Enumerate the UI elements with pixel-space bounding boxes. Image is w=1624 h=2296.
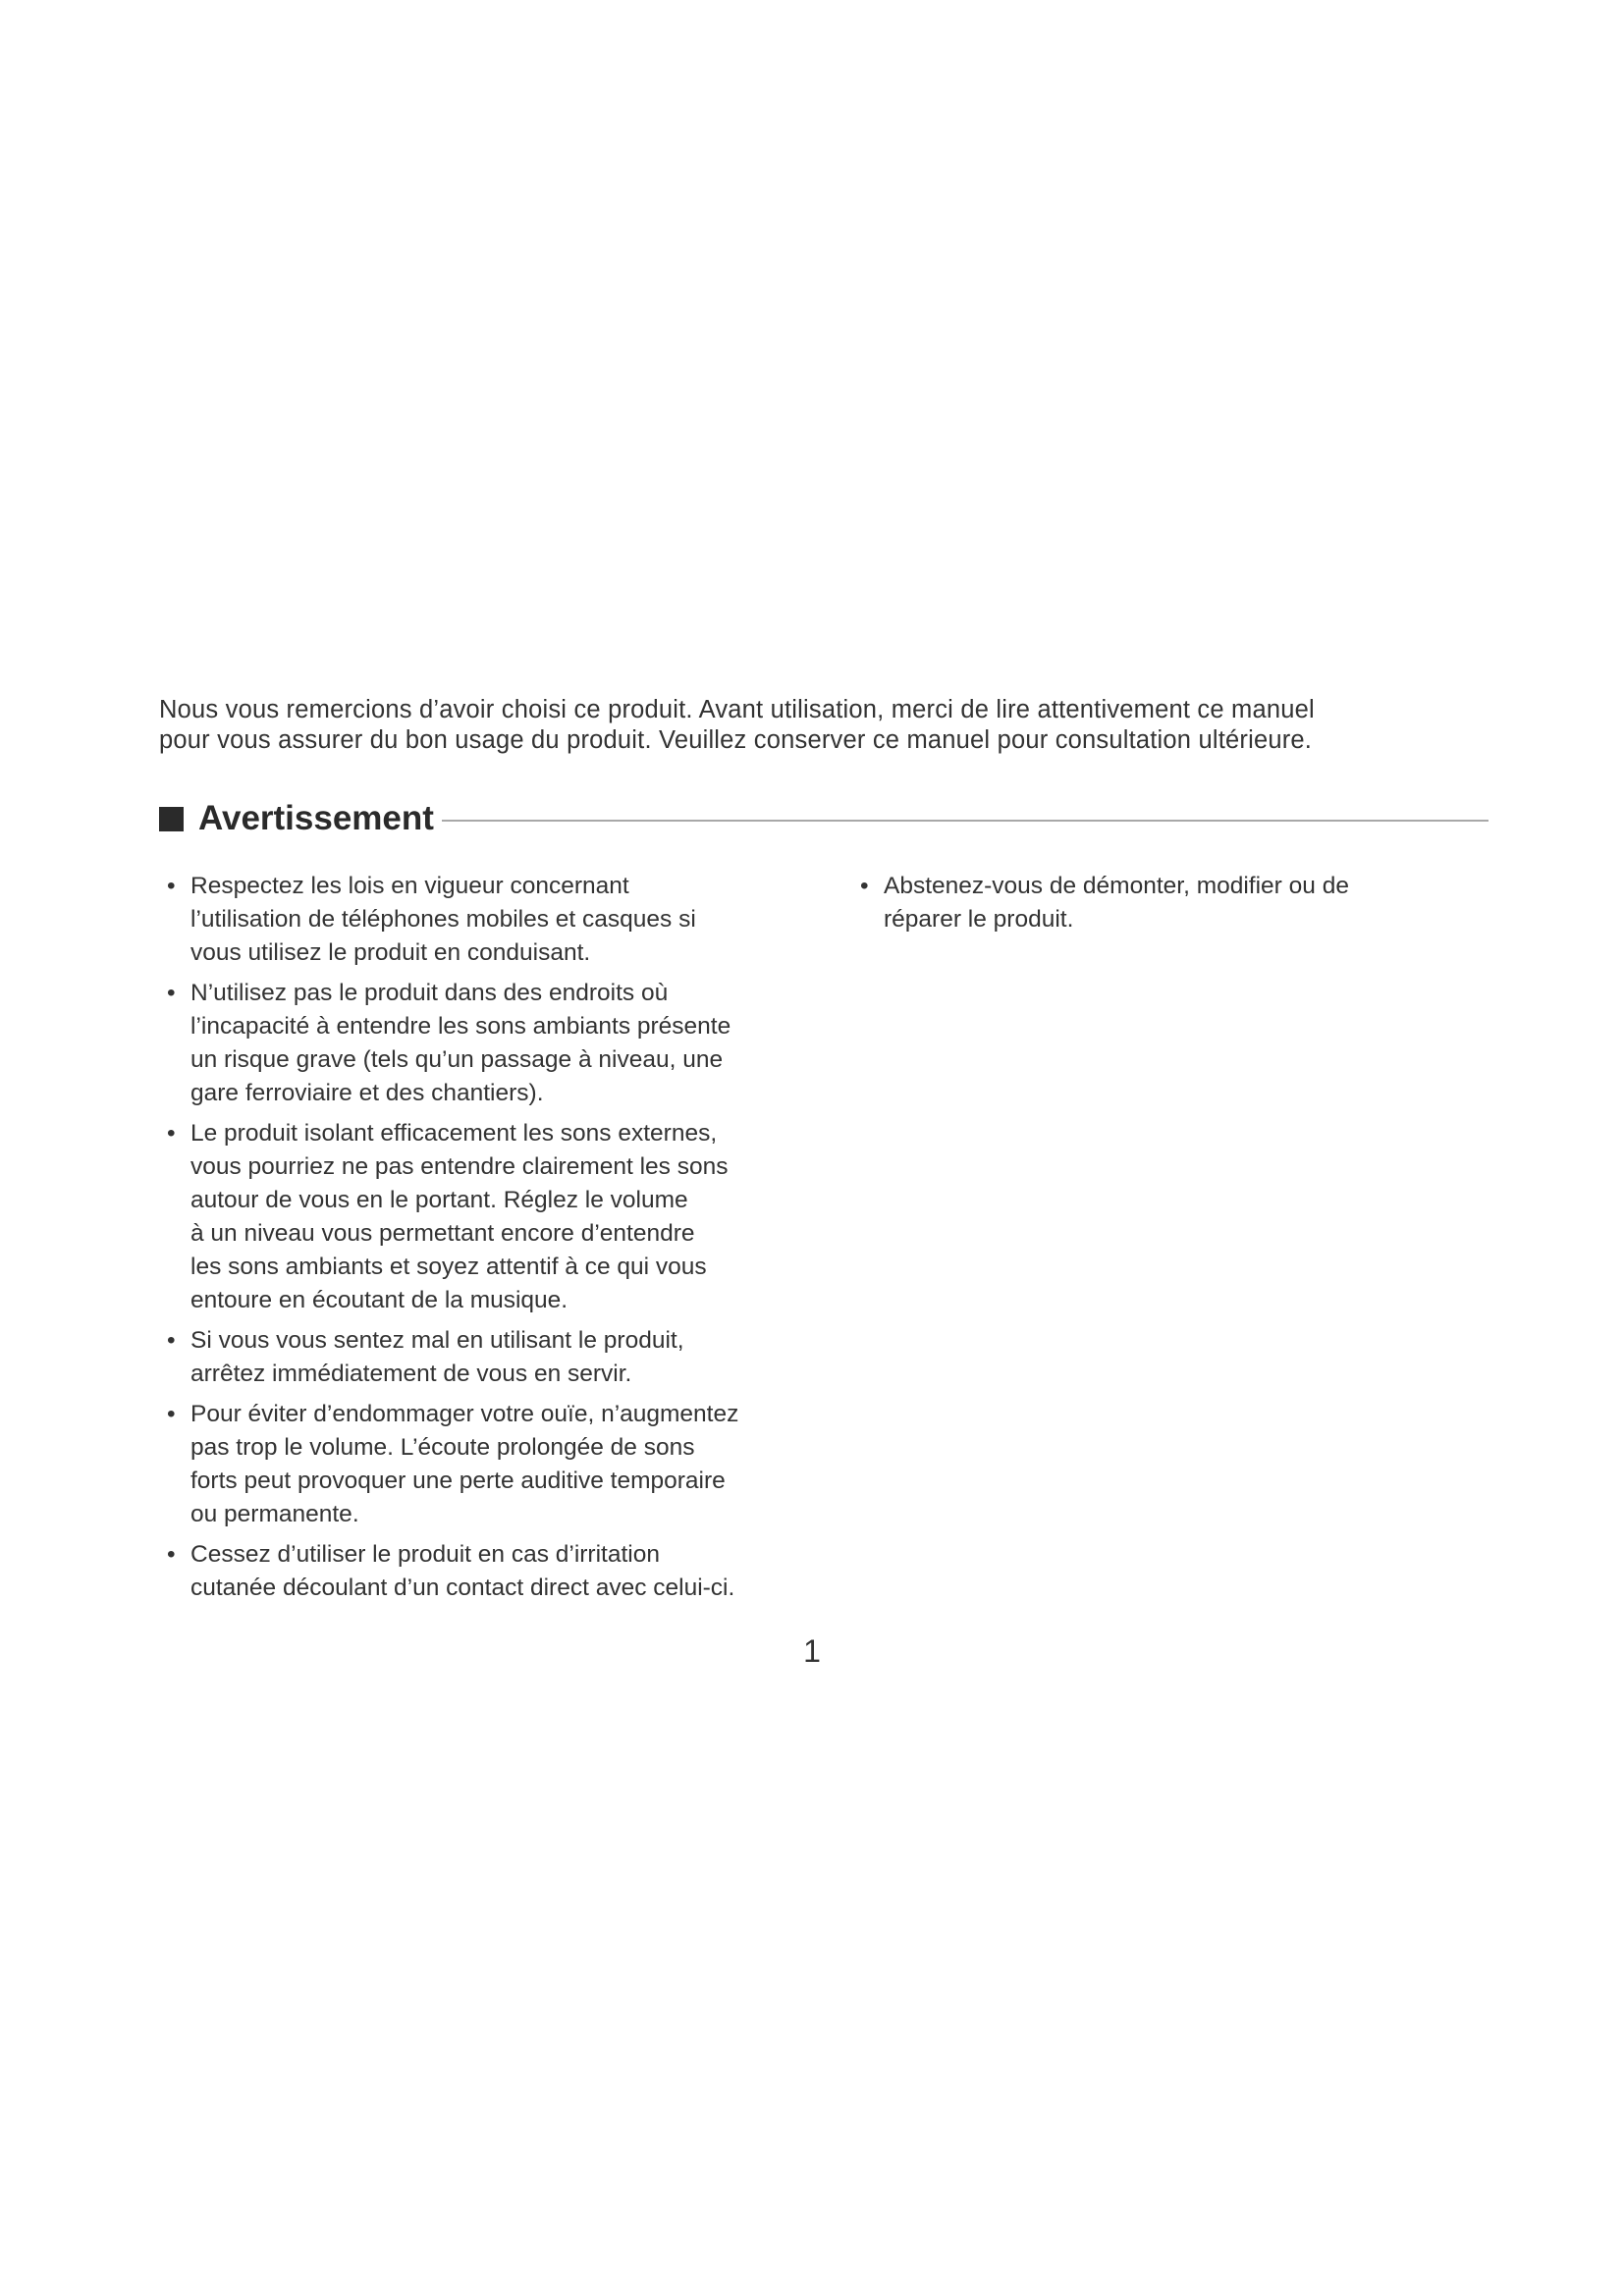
warning-line: gare ferroviaire et des chantiers). (190, 1080, 544, 1106)
warning-line: Si vous vous sentez mal en utilisant le produit, (190, 1327, 684, 1354)
warning-line: Respectez les lois en vigueur concernant (190, 873, 629, 899)
warning-line: arrêtez immédiatement de vous en servir. (190, 1361, 632, 1387)
warning-line: les sons ambiants et soyez attentif à ce qui vous (190, 1254, 707, 1280)
warning-line: vous pourriez ne pas entendre clairement les sons (190, 1153, 729, 1180)
warning-line: autour de vous en le portant. Réglez le volume (190, 1187, 688, 1213)
warning-list-right (860, 870, 1489, 943)
warning-line: ou permanente. (190, 1501, 359, 1527)
section-title: Avertissement (198, 799, 434, 837)
warning-line: Le produit isolant efficacement les sons externes, (190, 1120, 718, 1147)
intro-line: Nous vous remercions d’avoir choisi ce produit. Avant utilisation, merci de lire attentivement ce manuel (159, 696, 1315, 723)
bullet-icon: • (860, 873, 869, 899)
warning-line: Cessez d’utiliser le produit en cas d’irritation (190, 1541, 660, 1568)
page-number: 1 (803, 1633, 821, 1669)
warning-line: Pour éviter d’endommager votre ouïe, n’augmentez (190, 1401, 739, 1427)
warning-item (167, 1398, 795, 1531)
intro-line: pour vous assurer du bon usage du produit. Veuillez conserver ce manuel pour consultation ultérieure. (159, 726, 1313, 754)
warning-line: pas trop le volume. L’écoute prolongée de sons (190, 1434, 695, 1461)
warning-line: un risque grave (tels qu’un passage à niveau, une (190, 1046, 724, 1073)
warning-line: l’incapacité à entendre les sons ambiants présente (190, 1013, 731, 1040)
warning-item (860, 870, 1489, 936)
warning-line: entoure en écoutant de la musique. (190, 1287, 568, 1313)
warning-line: l’utilisation de téléphones mobiles et casques si (190, 906, 696, 933)
warning-line: forts peut provoquer une perte auditive temporaire (190, 1468, 726, 1494)
warning-item (167, 977, 795, 1110)
intro-paragraph (159, 695, 1494, 756)
heading-divider (442, 820, 1489, 822)
warning-line: cutanée découlant d’un contact direct avec celui-ci. (190, 1575, 735, 1601)
warning-line: réparer le produit. (884, 906, 1074, 933)
warning-line: à un niveau vous permettant encore d’entendre (190, 1220, 695, 1247)
warning-item (167, 1324, 795, 1391)
bullet-icon: • (167, 873, 176, 899)
warning-list-left (167, 870, 795, 1612)
warning-line: N’utilisez pas le produit dans des endroits où (190, 980, 669, 1006)
warning-line: Abstenez-vous de démonter, modifier ou de (884, 873, 1349, 899)
warning-item (167, 870, 795, 970)
warning-item (167, 1538, 795, 1605)
bullet-icon: • (167, 1541, 176, 1568)
bullet-icon: • (167, 1401, 176, 1427)
square-bullet-icon (159, 807, 184, 831)
section-heading-warning (159, 795, 1489, 842)
warning-item (167, 1117, 795, 1317)
bullet-icon: • (167, 980, 176, 1006)
warning-line: vous utilisez le produit en conduisant. (190, 939, 591, 966)
bullet-icon: • (167, 1120, 176, 1147)
bullet-icon: • (167, 1327, 176, 1354)
